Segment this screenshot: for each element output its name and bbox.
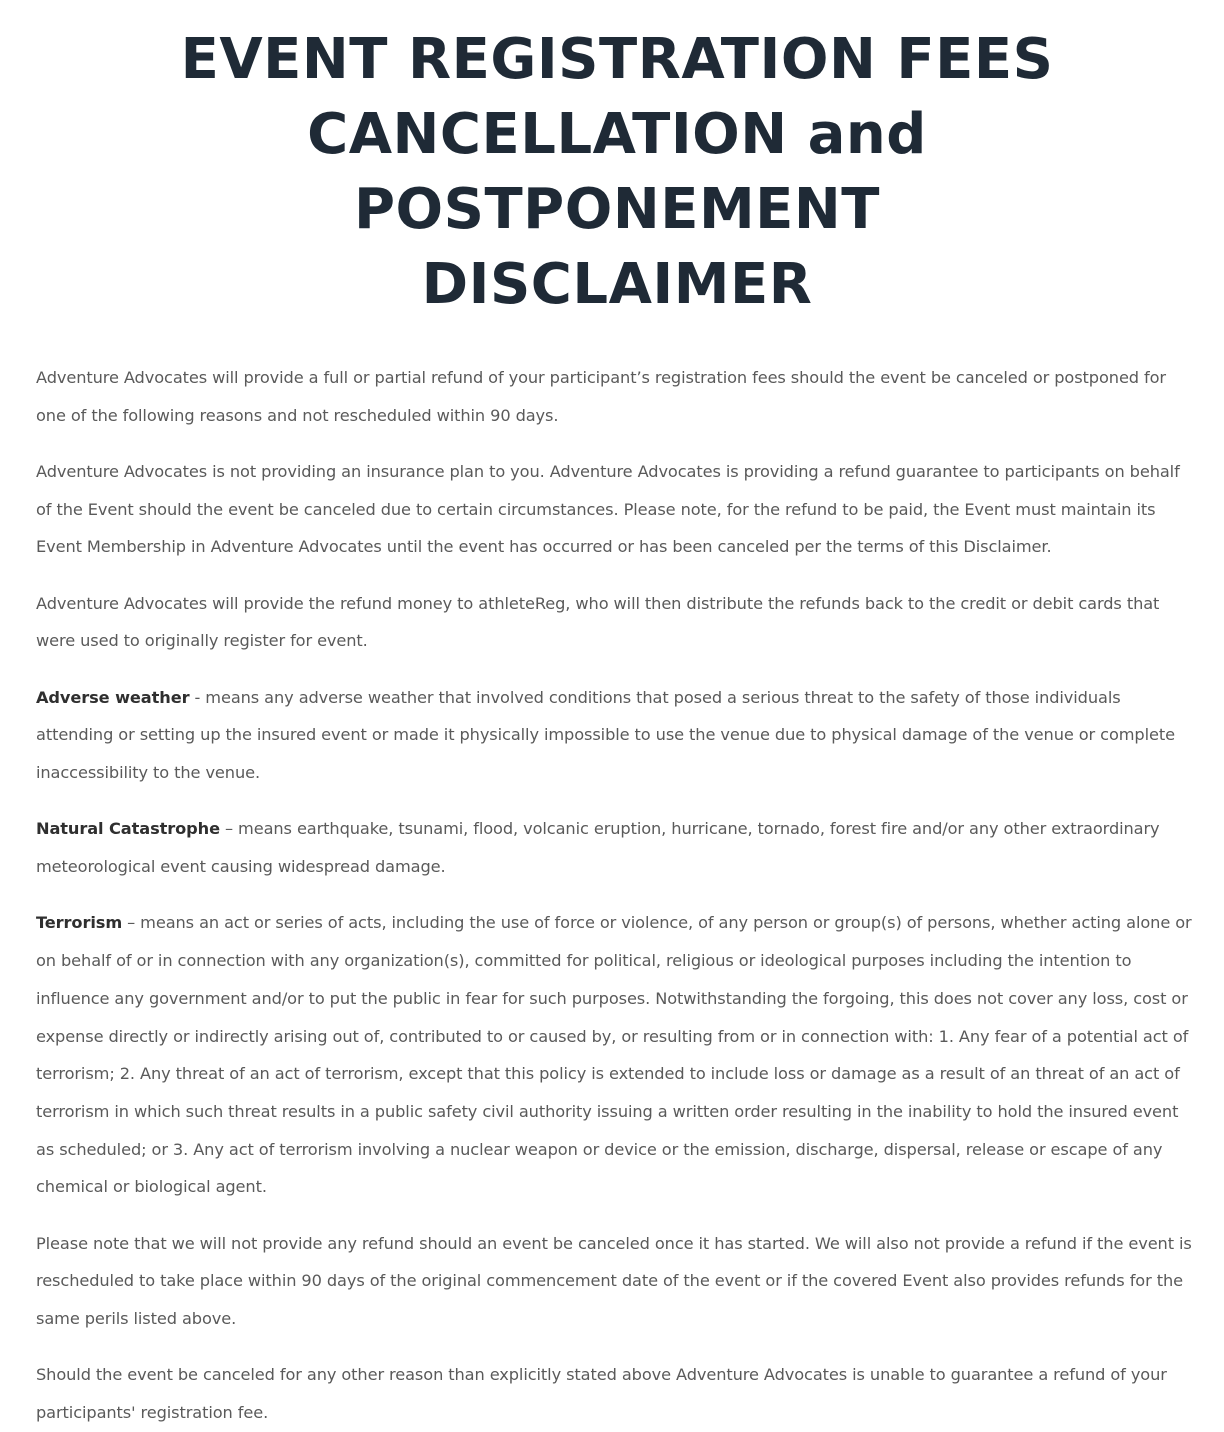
definition-adverse-weather: [36, 679, 1198, 792]
page-title: [36, 22, 1198, 322]
paragraph-other-reasons: Should the event be canceled for any other reason than explicitly stated above Adventure Advocates is unable to guarantee a refund of your participants' registration fee.: [36, 1365, 1167, 1423]
paragraph-refund-intro: Adventure Advocates will provide a full or partial refund of your participant’s registration fees should the event be canceled or postponed for one of the following reasons and not rescheduled within 90 days.: [36, 368, 1166, 425]
paragraph-refund-distribution: Adventure Advocates will provide the refund money to athleteReg, who will then distribute the refunds back to the credit or debit cards that were used to originally register for event.: [36, 593, 1160, 651]
definition-text-natural-catastrophe: – means earthquake, tsunami, flood, volcanic eruption, hurricane, tornado, forest fire and/or any other extraordinary meteorological event causing widespread damage.: [36, 819, 1160, 877]
term-terrorism: Terrorism: [36, 913, 123, 933]
definition-text-adverse-weather: - means any adverse weather that involved conditions that posed a serious threat to the safety of those individuals attending or setting up the insured event or made it physically impossible to use the venue due to physical damage of the venue or complete inaccessibility to the venue.: [36, 687, 1175, 783]
definition-natural-catastrophe: [36, 810, 1198, 885]
title-line-3: DISCLAIMER: [421, 252, 813, 317]
definition-terrorism: [36, 904, 1198, 1206]
disclaimer-body: [36, 359, 1198, 1432]
title-line-1: EVENT REGISTRATION FEES: [180, 27, 1054, 92]
paragraph-insurance-note: Adventure Advocates is not providing an insurance plan to you. Adventure Advocates is providing a refund guarantee to participants on behalf of the Event should the event be canceled due to certain circumstances. Please note, for the refund to be paid, the Event must maintain its Event Membership in Adventure Advocates until the event has occurred or has been canceled per the terms of this Disclaimer.: [36, 462, 1180, 557]
term-natural-catastrophe: Natural Catastrophe: [36, 819, 220, 839]
title-line-2: CANCELLATION and POSTPONEMENT: [307, 102, 927, 242]
term-adverse-weather: Adverse weather: [36, 687, 190, 707]
definition-text-terrorism: – means an act or series of acts, including the use of force or violence, of any person or group(s) of persons, whether acting alone or on behalf of or in connection with any organization(s), committed for political, religious or ideological purposes including the intention to influence any government and/or to put the public in fear for such purposes. Notwithstanding the forgoing, this does not cover any loss, cost or expense directly or indirectly arising out of, contributed to or caused by, or resulting from or in connection with: 1. Any fear of a potential act of terrorism; 2. Any threat of an act of terrorism, except that this policy is extended to include loss or damage as a result of an threat of an act of terrorism in which such threat results in a public safety civil authority issuing a written order resulting in the inability to hold the insured event as scheduled; or 3. Any act of terrorism involving a nuclear weapon or device or the emission, discharge, dispersal, release or escape of any chemical or biological agent.: [36, 913, 1192, 1197]
paragraph-no-refund-conditions: Please note that we will not provide any refund should an event be canceled once it has started. We will also not provide a refund if the event is rescheduled to take place within 90 days of the original commencement date of the event or if the covered Event also provides refunds for the same perils listed above.: [36, 1233, 1192, 1329]
